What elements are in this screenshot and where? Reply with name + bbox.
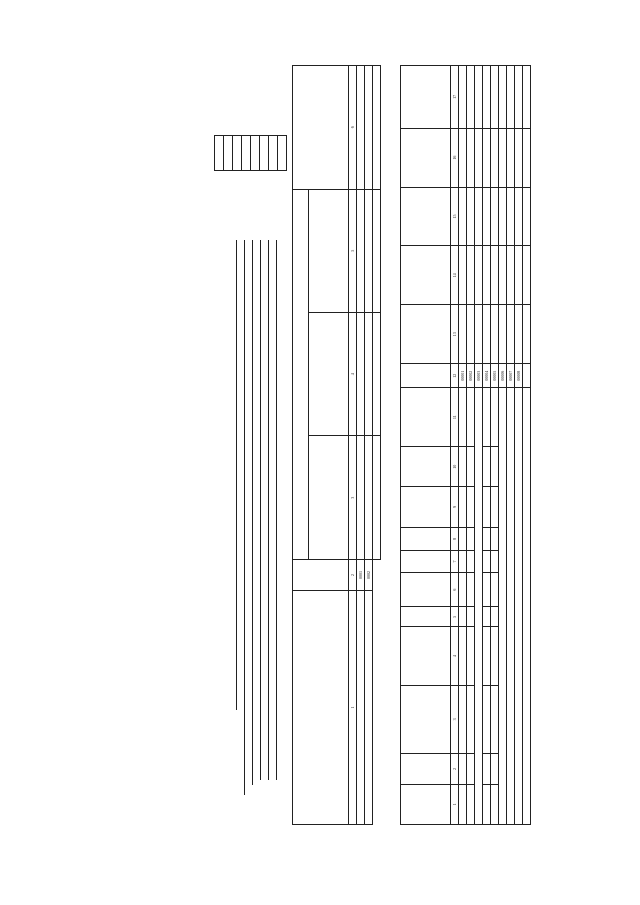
row-code: 0001	[357, 559, 365, 590]
col-number: 12	[451, 364, 459, 388]
table-row	[357, 66, 365, 825]
col-line-code-header	[293, 559, 349, 590]
subtotal-label	[475, 388, 483, 825]
col-number: 17	[451, 66, 459, 129]
col-year3-header	[309, 189, 349, 312]
col-header	[401, 784, 451, 824]
col-number: 1	[349, 591, 357, 825]
okud-value	[215, 136, 224, 171]
table-row	[459, 66, 467, 825]
col-header	[401, 487, 451, 527]
col-header	[401, 447, 451, 487]
row-code: 00002	[467, 364, 475, 388]
col-header	[401, 187, 451, 246]
col-header	[401, 364, 451, 388]
row-code: 00008	[515, 364, 523, 388]
codes-table	[214, 135, 287, 171]
col-header	[401, 572, 451, 607]
col-number: 8	[451, 527, 459, 551]
col-year1-header	[309, 436, 349, 559]
codes-cell	[269, 136, 278, 171]
table-row	[483, 66, 491, 825]
unit-value	[278, 136, 287, 171]
table-row	[507, 66, 515, 825]
col-number: 13	[451, 305, 459, 364]
total-label	[373, 559, 381, 590]
col-number: 5	[349, 189, 357, 312]
col-header	[401, 685, 451, 753]
row-code: 0002	[365, 559, 373, 590]
codes-cell	[251, 136, 260, 171]
col-number: 6	[349, 66, 357, 190]
col-number: 11	[451, 388, 459, 447]
codes-cell	[233, 136, 242, 171]
col-number: 16	[451, 128, 459, 187]
col-header	[401, 246, 451, 305]
col-number: 4	[349, 313, 357, 436]
subtotal-label	[523, 388, 531, 825]
section2-table	[400, 65, 531, 825]
table-row	[475, 66, 483, 825]
col-number: 3	[349, 436, 357, 559]
row-code: 00007	[507, 364, 515, 388]
col-header	[401, 753, 451, 784]
subtotal-label	[499, 388, 507, 825]
table-row	[499, 66, 507, 825]
col-header	[401, 527, 451, 551]
table-row	[467, 66, 475, 825]
row-code: 00005	[491, 364, 499, 388]
col-number: 14	[451, 246, 459, 305]
col-number: 7	[451, 551, 459, 573]
subtotal-label	[507, 388, 515, 825]
col-number: 6	[451, 572, 459, 607]
col-number: 3	[451, 685, 459, 753]
subtotal-label	[515, 388, 523, 825]
section1-table	[292, 65, 381, 825]
row-code: 00003	[475, 364, 483, 388]
col-year2-header	[309, 313, 349, 436]
document-sheet	[122, 55, 522, 825]
table-row	[523, 66, 531, 825]
row-code: 00006	[499, 364, 507, 388]
table-row	[373, 66, 381, 825]
codes-cell	[260, 136, 269, 171]
col-header	[401, 607, 451, 627]
col-group-header	[293, 189, 309, 559]
col-number: 4	[451, 627, 459, 686]
col-header	[401, 627, 451, 686]
col-name-header	[293, 591, 349, 825]
col-header	[401, 128, 451, 187]
codes-cell	[224, 136, 233, 171]
col-header	[401, 388, 451, 447]
col-total-header	[293, 66, 349, 190]
col-number-row	[451, 66, 459, 825]
table-row	[515, 66, 523, 825]
col-number: 2	[451, 753, 459, 784]
table-row	[491, 66, 499, 825]
codes-cell	[242, 136, 251, 171]
col-header	[401, 305, 451, 364]
col-header	[401, 551, 451, 573]
row-code: 00001	[459, 364, 467, 388]
col-header	[401, 66, 451, 129]
col-number: 15	[451, 187, 459, 246]
col-number: 5	[451, 607, 459, 627]
col-number: 10	[451, 447, 459, 487]
col-number: 2	[349, 559, 357, 590]
table-row	[365, 66, 373, 825]
col-number: 1	[451, 784, 459, 824]
col-number: 9	[451, 487, 459, 527]
row-code: 00004	[483, 364, 491, 388]
